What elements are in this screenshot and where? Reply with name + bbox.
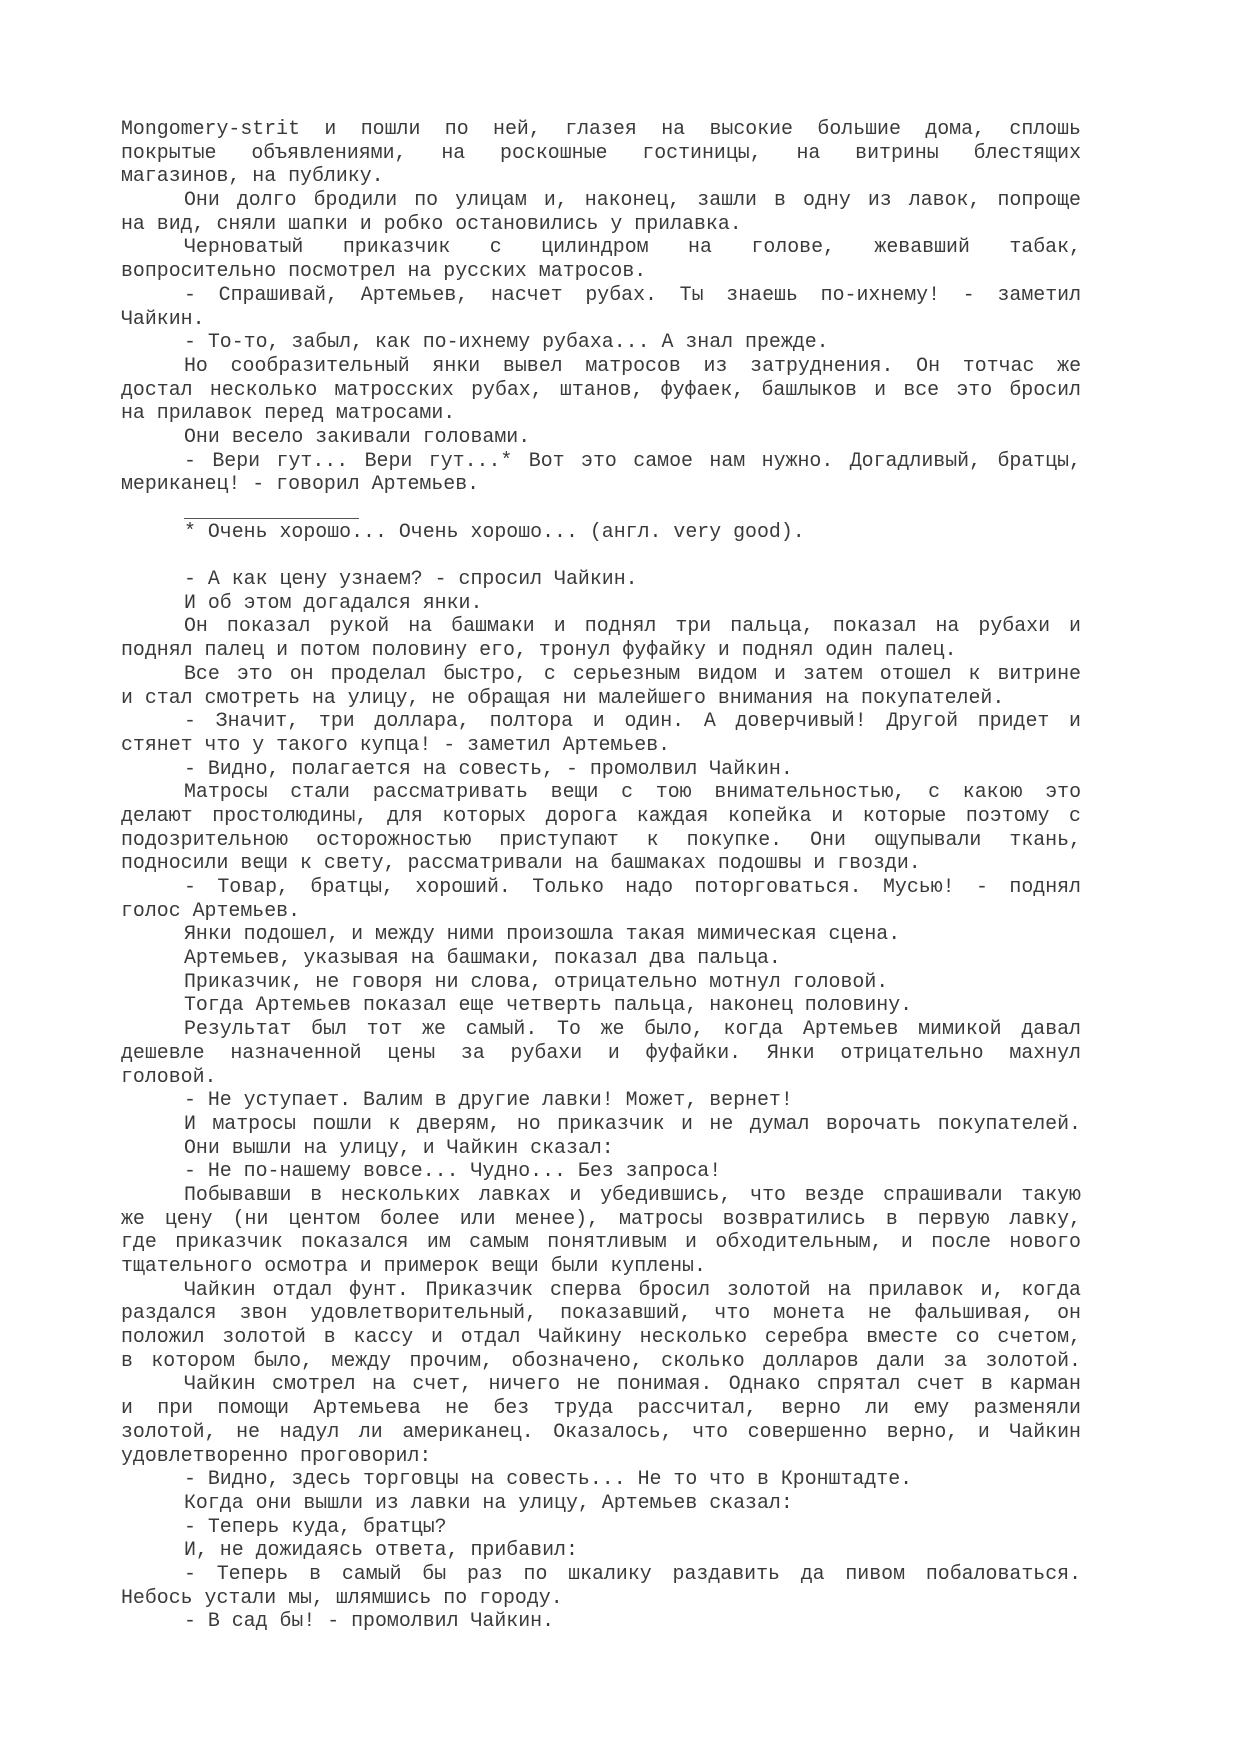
text-line: раздался звон удовлетворительный, показавший, что монета не фальшивая, он	[121, 1301, 1081, 1325]
text-line: достал несколько матросских рубах, штанов, фуфаек, башлыков и все это бросил	[121, 377, 1081, 401]
text-line: на прилавок перед матросами.	[121, 401, 456, 425]
document-page	[121, 117, 1081, 1633]
text-line: Результат был тот же самый. То же было, когда Артемьев мимикой давал	[184, 1017, 1081, 1041]
text-line: И матросы пошли к дверям, но приказчик и не думал ворочать покупателей.	[184, 1111, 1081, 1135]
text-line: удовлетворенно проговорил:	[121, 1443, 432, 1467]
text-line: И об этом догадался янки.	[184, 590, 483, 614]
text-line: Все это он проделал быстро, с серьезным видом и затем отошел к витрине	[184, 661, 1081, 685]
text-line: поднял палец и потом половину его, тронул фуфайку и поднял один палец.	[121, 638, 957, 662]
text-line: подозрительною осторожностью приступают к покупке. Они ощупывали ткань,	[121, 827, 1081, 851]
text-line: Артемьев, указывая на башмаки, показал два пальца.	[184, 946, 781, 970]
text-line: - Теперь в самый бы раз по шкалику раздавить да пивом побаловаться.	[184, 1561, 1081, 1585]
text-line: - Не уступает. Валим в другие лавки! Может, вернет!	[184, 1088, 793, 1112]
text-line: - Не по-нашему вовсе... Чудно... Без запроса!	[184, 1159, 722, 1183]
footnote-separator	[121, 496, 1081, 520]
text-line: Янки подошел, и между ними произошла такая мимическая сцена.	[184, 922, 901, 946]
text-line: - Видно, здесь торговцы на совесть... Не то что в Кронштадте.	[184, 1467, 913, 1491]
text-line: стянет что у такого купца! - заметил Артемьев.	[121, 732, 671, 756]
text-line: где приказчик показался им самым понятливым и обходительным, и после нового	[121, 1230, 1081, 1254]
text-line: Но сообразительный янки вывел матросов из затруднения. Он тотчас же	[184, 353, 1081, 377]
text-line: тщательного осмотра и примерок вещи были куплены.	[121, 1254, 706, 1277]
text-line: - Значит, три доллара, полтора и один. А доверчивый! Другой придет и	[184, 709, 1081, 733]
text-line: вопросительно посмотрел на русских матросов.	[121, 259, 647, 283]
text-line: делают простолюдины, для которых дорога каждая копейка и которые поэтому с	[121, 803, 1081, 827]
text-line: в котором было, между прочим, обозначено, сколько долларов дали за золотой.	[121, 1348, 1081, 1372]
text-line: Чайкин.	[121, 306, 205, 330]
text-line: Он показал рукой на башмаки и поднял три пальца, показал на рубахи и	[184, 614, 1081, 638]
text-line: Тогда Артемьев показал еще четверть пальца, наконец половину.	[184, 993, 913, 1017]
text-line: и стал смотреть на улицу, не обращая ни малейшего внимания на покупателей.	[121, 685, 1005, 709]
text-line: подносили вещи к свету, рассматривали на башмаках подошвы и гвозди.	[121, 851, 921, 875]
text-line: - Теперь куда, братцы?	[184, 1514, 447, 1538]
text-line: Они весело закивали головами.	[184, 424, 531, 448]
text-line: Небось устали мы, шлямшись по городу.	[121, 1585, 563, 1609]
text-line: магазинов, на публику.	[121, 164, 384, 188]
text-line: Чайкин отдал фунт. Приказчик сперва бросил золотой на прилавок и, когда	[184, 1277, 1081, 1301]
text-line: мериканец! - говорил Артемьев.	[121, 472, 480, 496]
text-line: И, не дожидаясь ответа, прибавил:	[184, 1538, 578, 1562]
text-line: Когда они вышли из лавки на улицу, Артемьев сказал:	[184, 1490, 793, 1514]
text-line: Черноватый приказчик с цилиндром на голове, жевавший табак,	[184, 235, 1081, 259]
text-line: - В сад бы! - промолвил Чайкин.	[184, 1609, 555, 1633]
text-line: Mongomery-strit и пошли по ней, глазея на высокие большие дома, сплошь	[121, 117, 1081, 140]
text-line: золотой, не надул ли американец. Оказалось, что совершенно верно, и Чайкин	[121, 1419, 1081, 1443]
text-line: Приказчик, не говоря ни слова, отрицательно мотнул головой.	[184, 969, 889, 993]
text-line: покрытые объявлениями, на роскошные гостиницы, на витрины блестящих	[121, 140, 1081, 164]
text-line: положил золотой в кассу и отдал Чайкину несколько серебра вместе со счетом,	[121, 1325, 1081, 1349]
text-line: - Видно, полагается на совесть, - промолвил Чайкин.	[184, 756, 793, 780]
text-line: на вид, сняли шапки и робко остановились у прилавка.	[121, 211, 742, 235]
text-line: же цену (ни центом более или менее), матросы возвратились в первую лавку,	[121, 1206, 1081, 1230]
text-line: и при помощи Артемьева не без труда рассчитал, верно ли ему разменяли	[121, 1396, 1081, 1420]
footnote-text: * Очень хорошо... Очень хорошо... (англ. very good).	[184, 519, 805, 543]
text-line	[121, 543, 1081, 567]
text-line: - То-то, забыл, как по-ихнему рубаха... А знал прежде.	[184, 330, 829, 354]
text-line: Матросы стали рассматривать вещи с тою внимательностью, с какою это	[184, 780, 1081, 804]
text-line: головой.	[121, 1064, 217, 1088]
text-line: Они долго бродили по улицам и, наконец, зашли в одну из лавок, попроще	[184, 188, 1081, 212]
text-line: Побывавши в нескольких лавках и убедившись, что везде спрашивали такую	[184, 1182, 1081, 1206]
text-line: - Вери гут... Вери гут...* Вот это самое нам нужно. Догадливый, братцы,	[184, 448, 1081, 472]
text-line: голос Артемьев.	[121, 898, 301, 922]
text-line: Они вышли на улицу, и Чайкин сказал:	[184, 1135, 614, 1159]
text-line: Чайкин смотрел на счет, ничего не понимая. Однако спрятал счет в карман	[184, 1372, 1081, 1396]
text-line: - Товар, братцы, хороший. Только надо поторговаться. Мусью! - поднял	[184, 875, 1081, 898]
text-line: дешевле назначенной цены за рубахи и фуфайки. Янки отрицательно махнул	[121, 1040, 1081, 1064]
text-line: - А как цену узнаем? - спросил Чайкин.	[184, 567, 638, 591]
text-line: - Спрашивай, Артемьев, насчет рубах. Ты знаешь по-ихнему! - заметил	[184, 282, 1081, 306]
